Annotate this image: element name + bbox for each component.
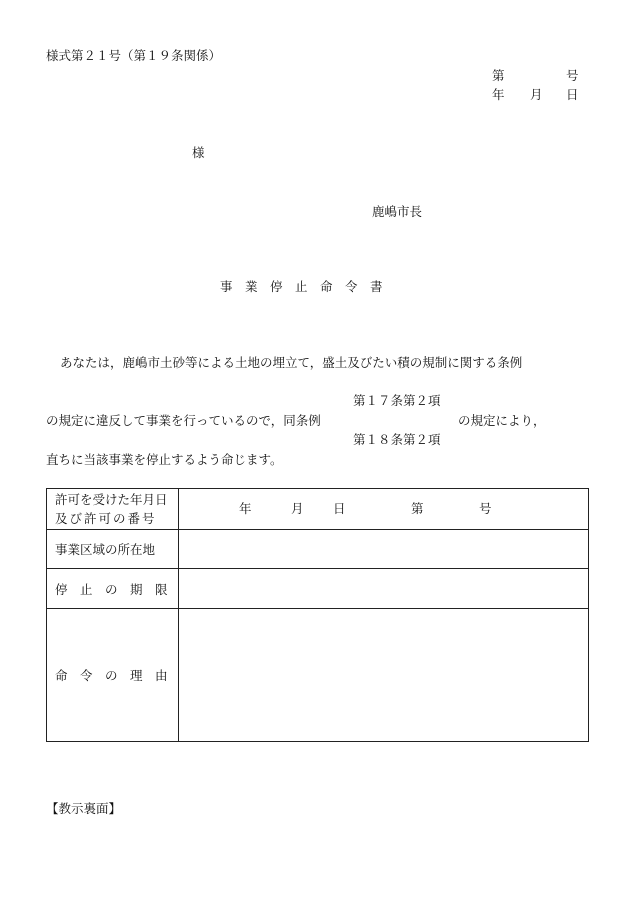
deadline-value-cell <box>179 569 589 609</box>
permit-label-cell <box>47 489 179 530</box>
table-row-location <box>47 530 589 569</box>
table-row-deadline <box>47 569 589 609</box>
body-line-2-left: の規定に違反して事業を行っているので，同条例 <box>46 413 321 428</box>
permit-label-line-1: 許可を受けた年月日 <box>55 492 168 507</box>
reason-value-cell <box>179 609 589 742</box>
reason-label: 命 令 の 理 由 <box>47 609 179 742</box>
permit-no-suffix: 号 <box>479 501 492 516</box>
table-row-permit <box>47 489 589 530</box>
permit-value-cell <box>179 489 589 530</box>
date-day: 日 <box>566 87 579 102</box>
date-month: 月 <box>530 87 543 102</box>
body-line-1: あなたは，鹿嶋市土砂等による土地の埋立て，盛土及びたい積の規制に関する条例 <box>60 355 523 370</box>
date-year: 年 <box>492 87 505 102</box>
sender-name: 鹿嶋市長 <box>372 204 423 219</box>
form-number: 様式第２１号（第１９条関係） <box>46 48 222 63</box>
permit-label-line-2: 及び許可の番号 <box>55 511 157 526</box>
instruction-note: 【教示裏面】 <box>46 801 122 816</box>
permit-no-prefix: 第 <box>411 501 424 516</box>
body-line-2-right: の規定により， <box>458 413 546 428</box>
addressee-honorific: 様 <box>192 145 205 160</box>
permit-year: 年 <box>239 501 252 516</box>
permit-day: 日 <box>333 501 346 516</box>
order-details-table <box>46 488 589 742</box>
doc-number-suffix: 号 <box>566 68 579 83</box>
article-upper: 第１７条第２項 <box>353 393 441 408</box>
location-label: 事業区域の所在地 <box>47 530 179 569</box>
document-title: 事 業 停 止 命 令 書 <box>220 279 383 294</box>
permit-month: 月 <box>291 501 304 516</box>
location-value-cell <box>179 530 589 569</box>
article-lower: 第１８条第２項 <box>353 432 441 447</box>
doc-number-prefix: 第 <box>492 68 505 83</box>
deadline-label: 停 止 の 期 限 <box>47 569 179 609</box>
table-row-reason <box>47 609 589 742</box>
body-line-3: 直ちに当該事業を停止するよう命じます。 <box>46 452 283 467</box>
